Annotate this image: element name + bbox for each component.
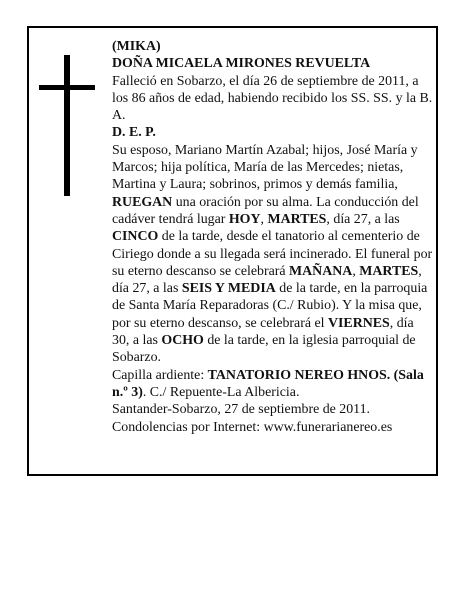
manana: MAÑANA	[289, 263, 353, 279]
nickname: (MIKA)	[112, 39, 161, 54]
separator: ,	[352, 263, 356, 279]
death-info: Falleció en Sobarzo, el día 26 de septiembre de 2011, a los 86 años de edad, habiendo recibido los SS. SS. y la B. A.	[112, 73, 433, 124]
family-paragraph	[112, 142, 434, 367]
deceased-name: DOÑA MICAELA MIRONES REVUELTA	[112, 56, 371, 72]
cinco: CINCO	[112, 229, 159, 245]
cross-icon-bar	[39, 85, 95, 90]
place-date: Santander-Sobarzo, 27 de septiembre de 2011.	[112, 402, 371, 418]
rip: D. E. P.	[112, 125, 156, 141]
viernes: VIERNES	[328, 315, 390, 331]
address: . C./ Repuente-La Albericia.	[142, 384, 300, 400]
capilla-label: Capilla ardiente:	[112, 367, 205, 383]
sobarzo-text: de la tarde, en la iglesia parroquial de Sobarzo.	[112, 333, 416, 366]
separator: ,	[260, 211, 264, 227]
cremation-text: de la tarde, desde el tanatorio al cementerio de Ciriego donde a su llegada será incinerado. El funeral por su eterno descanso se celebrará	[112, 229, 433, 279]
martes-1: MARTES	[267, 211, 327, 227]
ruegan: RUEGAN	[112, 194, 173, 210]
cross-icon	[64, 55, 70, 196]
day-27-b: , día 27, a las	[112, 263, 422, 297]
obituary-text	[112, 38, 434, 436]
hoy: HOY	[228, 211, 261, 227]
ocho: OCHO	[161, 333, 204, 349]
martes-2: MARTES	[359, 263, 419, 279]
prayer-text: una oración por su alma. La conducción del cadáver tendrá lugar	[112, 194, 419, 227]
parish-text: de la tarde, en la parroquia de Santa María Reparadoras (C./ Rubio). Y la misa que, por su eterno descanso, se celebrará el	[112, 281, 428, 331]
condolences: Condolencias por Internet: www.funerarianereo.es	[112, 419, 393, 435]
capilla-paragraph	[112, 367, 434, 402]
tanatorio: TANATORIO NEREO HNOS. (Sala n.º 3)	[112, 367, 424, 400]
family-text: Su esposo, Mariano Martín Azabal; hijos, José María y Marcos; hija política, María de las Mercedes; nietas, Martina y Laura; sobrinos, primos y demás familia,	[112, 142, 418, 193]
seis-y-media: SEIS Y MEDIA	[181, 281, 276, 297]
day-30: , día 30, a las	[112, 315, 414, 349]
day-27-a: , día 27, a las	[326, 211, 400, 227]
